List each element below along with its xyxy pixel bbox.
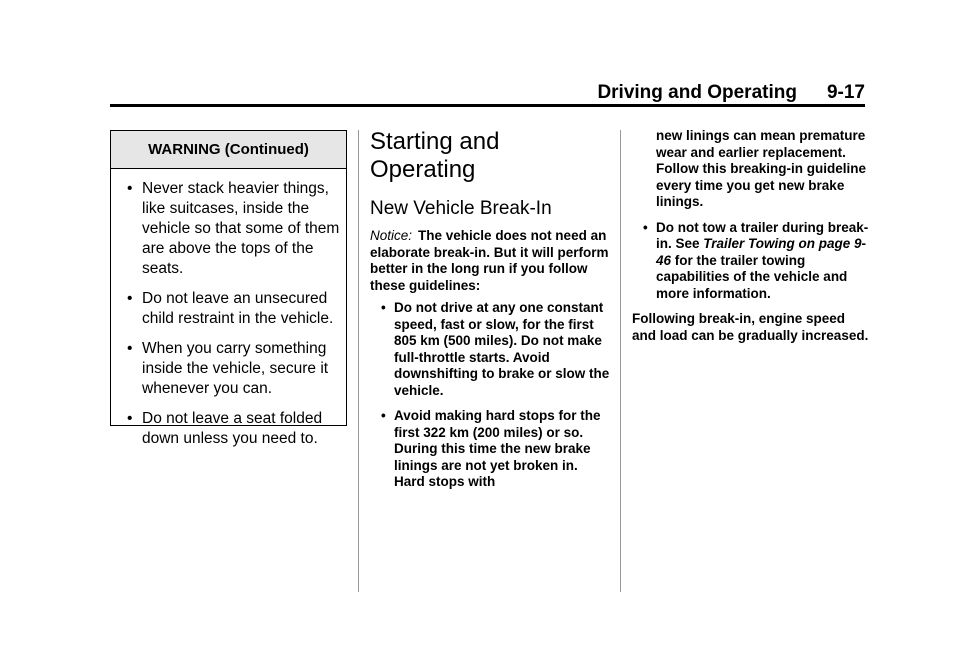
guideline-list [370,300,610,491]
list-item: • Avoid making hard stops for the first 322 km (200 miles) or so. During this time the new brake linings are not yet broken in. Hard stops with [381,408,601,489]
bullet-icon: • [127,180,133,197]
page-header [110,78,865,107]
guideline-list [632,220,872,303]
cross-reference-link[interactable]: Trailer Towing on page 9-46 [656,236,867,268]
page-title: Starting and Operating [370,128,500,183]
page-number: 9-17 [826,82,865,103]
bullet-icon: • [127,290,133,307]
column-divider [620,130,621,592]
bullet-icon: • [643,219,648,235]
section-heading: New Vehicle Break-In [370,198,552,219]
warning-list [111,169,346,449]
notice-paragraph: Notice: The vehicle does not need an elaborate break-in. But it will perform better in the long run if you follow these guidelines: [370,228,609,293]
section-title: Driving and Operating [597,82,797,103]
main-column [370,128,610,500]
notice-label: Notice: [370,228,413,243]
column-divider [358,130,359,592]
list-item: • Do not drive at any one constant speed, fast or slow, for the first 805 km (500 miles). Do not make full-throttle starts. Avoid downshifting to brake or slow the vehicle. [381,300,610,398]
list-item: • Do not tow a trailer during break-in. See Trailer Towing on page 9-46 for the trailer towing capabilities of the vehicle and more information. [643,219,869,301]
warning-box [110,130,347,447]
warning-title: WARNING (Continued) [111,131,346,169]
list-item: • When you carry something inside the vehicle, secure it whenever you can. [127,340,329,397]
continued-text: new linings can mean premature wear and earlier replacement. Follow this breaking-in guideline every time you get new brake linings. [656,128,867,209]
bullet-icon: • [127,410,133,427]
closing-paragraph: Following break-in, engine speed and load can be gradually increased. [632,311,869,343]
list-item: • Do not leave a seat folded down unless you need to. [127,410,323,447]
right-column [632,128,872,350]
bullet-icon: • [381,408,386,423]
bullet-icon: • [381,300,386,315]
list-item: • Do not leave an unsecured child restraint in the vehicle. [127,290,334,327]
bullet-icon: • [127,340,133,357]
list-item: • Never stack heavier things, like suitcases, inside the vehicle so that some of them are above the tops of the seats. [127,180,340,277]
